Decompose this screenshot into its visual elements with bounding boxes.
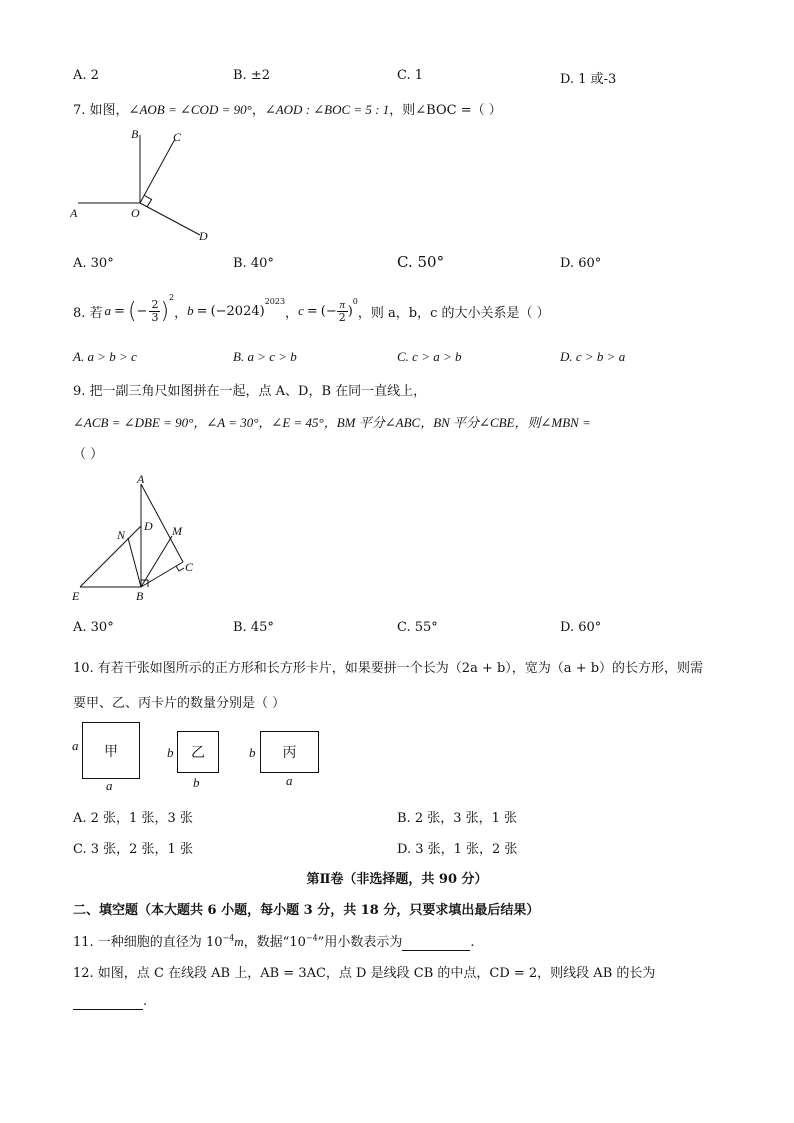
card-bing-bottom-label: a	[286, 773, 293, 788]
label-b: B	[136, 589, 144, 603]
label-o: O	[131, 206, 140, 220]
card-bing-name: 丙	[282, 745, 297, 761]
q11-unit: m	[234, 934, 244, 949]
card-yi-side-label: b	[167, 745, 174, 760]
card-yi-box	[177, 731, 219, 773]
q8-stem: 8. 若 a = ( − $\frac{2}{3}$ ) $^2$ ， b = (−2024) $^{2023}$ ， c = (− $\frac{\pi}{2}$ ) $^0$ ，则 a，b，c 的大小关系是（ ）	[73, 293, 550, 324]
card-jia-box	[82, 722, 140, 779]
q7-figure	[70, 125, 220, 245]
label-m: M	[172, 524, 182, 538]
q8-exp-a: 2	[169, 293, 175, 302]
label-d: D	[199, 229, 208, 243]
q10-option-b[interactable]: B. 2 张，3 张，1 张	[397, 811, 518, 826]
segment-bn	[128, 538, 141, 587]
label-c: C	[173, 130, 182, 144]
q11-text-post: ”用小数表示为	[317, 935, 403, 950]
q9-option-b[interactable]: B. 45°	[233, 620, 274, 635]
q12-line-1: 12. 如图，点 C 在线段 AB 上，AB = 3AC，点 D 是线段 CB 的中点，CD = 2，则线段 AB 的长为	[73, 966, 656, 981]
q7-condition-1: ∠AOB = ∠COD = 90°	[128, 102, 252, 117]
q10-line-2: 要甲、乙、丙卡片的数量分别是（ ）	[73, 696, 286, 711]
q11-exp-1: −4	[222, 933, 235, 943]
q10-option-c[interactable]: C. 3 张，2 张，1 张	[73, 842, 193, 857]
card-bing-box	[260, 731, 319, 773]
q7-number: 7.	[73, 103, 86, 118]
q7-stem: 7. 如图，∠AOB = ∠COD = 90°，∠AOD : ∠BOC = 5 : 1，则∠BOC =（ ）	[73, 102, 502, 118]
label-d: D	[144, 519, 153, 533]
q12-end: .	[143, 994, 148, 1009]
card-jia-name: 甲	[104, 743, 118, 760]
q11-end: .	[470, 935, 475, 950]
right-angle-c	[176, 566, 184, 571]
q8-var-b: b	[187, 303, 194, 318]
q7-option-a[interactable]: A. 30°	[73, 256, 114, 271]
q9-line-2: ∠ACB = ∠DBE = 90°，∠A = 30°，∠E = 45°，BM 平分∠ABC，BN 平分∠CBE，则∠MBN =	[73, 415, 591, 430]
q9-figure	[68, 472, 198, 607]
q10-line-1: 10. 有若干张如图所示的正方形和长方形卡片，如果要拼一个长为（2a + b），宽为（a + b）的长方形，则需	[73, 661, 704, 676]
q8-pi-fraction: $\frac{\pi}{2}$	[338, 298, 346, 324]
card-jia-side-label: a	[72, 738, 79, 753]
q12-answer-blank[interactable]	[73, 994, 143, 1010]
q8-var-a: a	[104, 303, 112, 318]
q7-stem-post: ，则∠BOC =（ ）	[389, 103, 502, 118]
q7-option-b[interactable]: B. 40°	[233, 256, 274, 271]
q10-option-a[interactable]: A. 2 张，1 张，3 张	[73, 811, 193, 826]
q9-line-3: （ ）	[73, 447, 104, 462]
q9-option-a[interactable]: A. 30°	[73, 620, 114, 635]
q11-answer-blank[interactable]	[402, 935, 470, 951]
q7-option-c[interactable]: C. 50°	[397, 253, 445, 271]
q7-option-d[interactable]: D. 60°	[560, 256, 602, 271]
q12-line-2	[73, 994, 147, 1010]
q9-option-d[interactable]: D. 60°	[560, 620, 602, 635]
segment-ed	[80, 526, 141, 587]
card-yi-name: 乙	[191, 745, 205, 761]
q10-option-d[interactable]: D. 3 张，1 张，2 张	[397, 842, 518, 857]
q6-option-a[interactable]: A. 2	[73, 68, 99, 83]
q8-option-b[interactable]: B. a > c > b	[233, 349, 297, 364]
label-c: C	[185, 560, 194, 574]
q8-stem-post: ，则 a，b，c 的大小关系是（ ）	[357, 305, 550, 321]
label-b: B	[131, 127, 139, 141]
fill-heading: 二、填空题（本大题共 6 小题，每小题 3 分，共 18 分，只要求填出最后结果）	[73, 903, 540, 918]
label-a: A	[70, 206, 78, 220]
label-e: E	[72, 589, 80, 603]
segment-bm	[141, 536, 172, 587]
q8-option-d[interactable]: D. c > b > a	[560, 349, 626, 364]
q9-line-1: 9. 把一副三角尺如图拼在一起，点 A、D，B 在同一直线上，	[73, 384, 427, 399]
q8-number: 8. 若	[73, 305, 103, 321]
q6-option-c[interactable]: C. 1	[397, 68, 424, 83]
label-n: N	[117, 528, 126, 542]
ray-od	[140, 203, 200, 235]
q11-exp-2: −4	[305, 933, 318, 943]
q6-option-d[interactable]: D. 1 或-3	[560, 72, 617, 87]
q8-exp-b: 2023	[264, 297, 286, 306]
q8-fraction: $\frac{2}{3}$	[151, 297, 159, 324]
q8-option-c[interactable]: C. c > a > b	[397, 349, 462, 364]
q8-option-a[interactable]: A. a > b > c	[73, 349, 137, 364]
card-bing-side-label: b	[249, 745, 256, 760]
label-a: A	[137, 472, 145, 486]
card-yi-bottom-label: b	[193, 775, 200, 790]
q8-exp-c: 0	[352, 297, 358, 306]
q7-condition-2: ∠AOD : ∠BOC = 5 : 1	[264, 102, 390, 117]
q11-text-mid: ，数据“10	[243, 935, 306, 950]
q8-b-base: (−2024)	[210, 303, 265, 319]
q11-text-pre: 11. 一种细胞的直径为 10	[73, 935, 223, 950]
q11-stem	[73, 931, 474, 951]
ray-oc	[140, 139, 175, 203]
q7-stem-pre: 如图，	[89, 103, 129, 118]
segment-bc	[141, 562, 183, 587]
q6-option-b[interactable]: B. ±2	[233, 68, 270, 83]
q9-option-c[interactable]: C. 55°	[397, 620, 438, 635]
section-title: 第Ⅱ卷（非选择题，共 90 分）	[306, 872, 488, 887]
right-angle-mark	[145, 196, 152, 207]
card-jia-bottom-label: a	[106, 778, 113, 793]
q8-var-c: c	[298, 303, 304, 318]
